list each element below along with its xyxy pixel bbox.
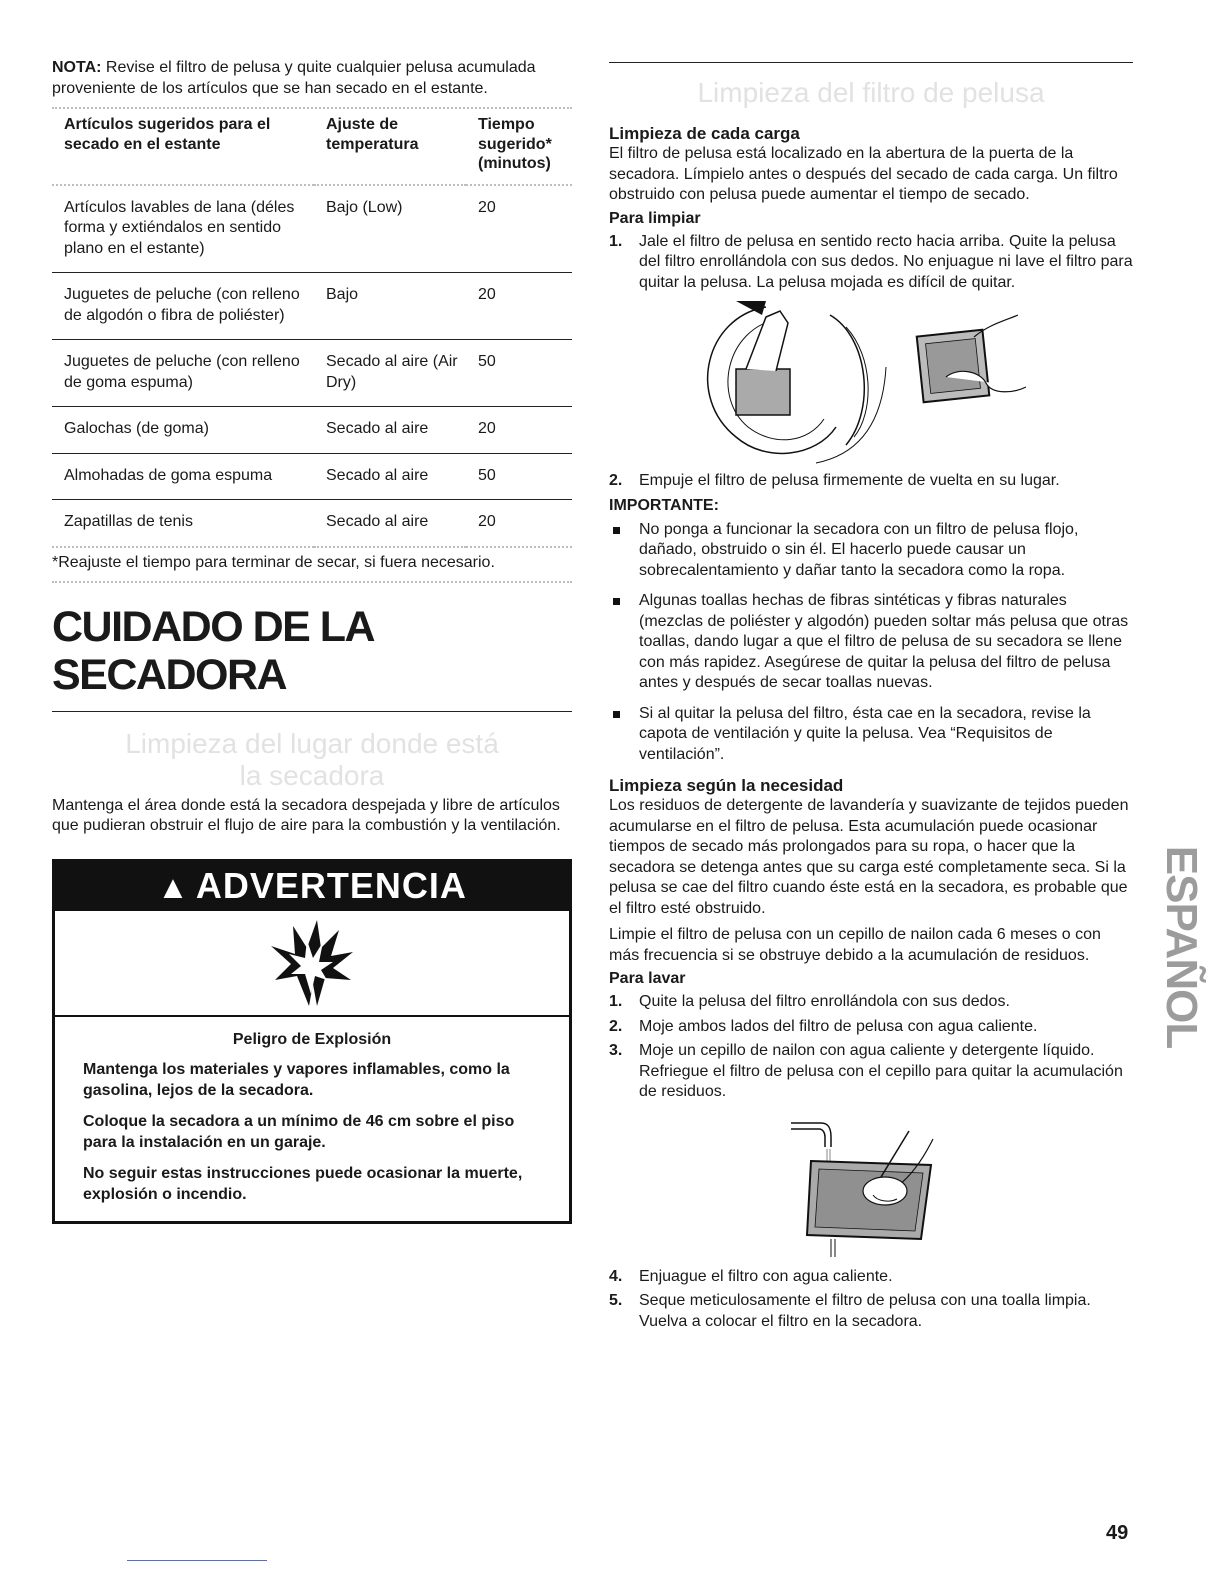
list-item bbox=[609, 591, 1133, 694]
table-cell-time: 20 bbox=[466, 185, 572, 273]
table-cell-item: Juguetes de peluche (con relleno de algodón o fibra de poliéster) bbox=[52, 273, 314, 340]
brush-filter-illustration bbox=[781, 1111, 961, 1261]
list-item bbox=[609, 232, 1133, 294]
explosion-hazard-icon bbox=[55, 911, 569, 1017]
table-cell-time: 20 bbox=[466, 273, 572, 340]
warning-box bbox=[52, 859, 572, 1224]
table-row bbox=[52, 500, 572, 547]
section-title: CUIDADO DE LA SECADORA bbox=[52, 603, 572, 712]
important-bullets bbox=[609, 520, 1133, 766]
bullet-square-icon bbox=[613, 598, 620, 605]
list-item bbox=[609, 1041, 1133, 1103]
nota-label: NOTA: bbox=[52, 59, 102, 76]
table-cell-temperature: Secado al aire bbox=[314, 500, 466, 547]
table-cell-temperature: Bajo (Low) bbox=[314, 185, 466, 273]
warning-signal-word: ADVERTENCIA bbox=[195, 864, 467, 906]
warning-signal-bar bbox=[55, 862, 569, 911]
column-header-items: Artículos sugeridos para el secado en el estante bbox=[52, 115, 314, 185]
as-needed-paragraph-2: Limpie el filtro de pelusa con un cepillo de nailon cada 6 meses o con más frecuencia si se obstruye debido a la acumulación de residuos. bbox=[609, 926, 1101, 964]
divider bbox=[609, 62, 1133, 63]
as-needed-title: Limpieza según la necesidad bbox=[609, 776, 844, 795]
as-needed-paragraph-1: Los residuos de detergente de lavandería y suavizante de tejidos pueden acumularse en el filtro de pelusa. Esta acumulación puede ocasionar tiempos de secado más prolongados para su ropa, o hacer que la secadora se detenga antes que su carga esté completamente seca. Si la pelusa se cae del filtro cuando éste está en la secadora, es probable que el filtro esté obstruido. bbox=[609, 797, 1129, 917]
table-row bbox=[52, 407, 572, 454]
table-cell-item: Artículos lavables de lana (déles forma y extiéndalos en sentido plano en el estante) bbox=[52, 185, 314, 273]
rack-drying-table bbox=[52, 115, 572, 548]
divider bbox=[52, 581, 572, 583]
column-header-time: Tiempo sugerido* (minutos) bbox=[466, 115, 572, 185]
table-cell-time: 20 bbox=[466, 407, 572, 454]
step-text: Seque meticulosamente el filtro de pelusa con una toalla limpia. Vuelva a colocar el filtro en la secadora. bbox=[639, 1292, 1091, 1330]
list-item bbox=[609, 992, 1133, 1013]
table-cell-temperature: Secado al aire bbox=[314, 453, 466, 500]
step-text: Quite la pelusa del filtro enrollándola con sus dedos. bbox=[639, 993, 1010, 1010]
list-item bbox=[609, 1267, 1133, 1288]
every-load-paragraph: El filtro de pelusa está localizado en la abertura de la puerta de la secadora. Límpielo antes o después del secado de cada carga. Un filtro obstruido con pelusa puede aumentar el tiempo de secado. bbox=[609, 145, 1118, 203]
table-row bbox=[52, 453, 572, 500]
step-text: Empuje el filtro de pelusa firmemente de vuelta en su lugar. bbox=[639, 472, 1060, 489]
page-number: 49 bbox=[1106, 1522, 1129, 1544]
hazard-title: Peligro de Explosión bbox=[232, 1030, 392, 1048]
warning-triangle-icon: ▲ bbox=[157, 868, 190, 905]
list-item bbox=[609, 704, 1133, 766]
warning-line: No seguir estas instrucciones puede ocasionar la muerte, explosión o incendio. bbox=[83, 1164, 523, 1203]
table-cell-time: 50 bbox=[466, 340, 572, 407]
step-number: 1. bbox=[609, 993, 623, 1010]
filter-washing-illustration bbox=[609, 1111, 1133, 1261]
lint-filter-removal-illustration bbox=[609, 297, 1133, 465]
important-label: IMPORTANTE: bbox=[609, 496, 719, 514]
step-number: 1. bbox=[609, 232, 623, 250]
location-heading-line2: la secadora bbox=[239, 759, 385, 791]
warning-line: Mantenga los materiales y vapores inflamables, como la gasolina, lejos de la secadora. bbox=[83, 1060, 510, 1099]
table-cell-item: Zapatillas de tenis bbox=[52, 500, 314, 547]
footer-rule bbox=[127, 1560, 267, 1561]
bullet-square-icon bbox=[613, 527, 620, 534]
table-row bbox=[52, 185, 572, 273]
location-paragraph: Mantenga el área donde está la secadora despejada y libre de artículos que pudieran obstruir el flujo de aire para la combustión y la ventilación. bbox=[52, 796, 561, 834]
every-load-title: Limpieza de cada carga bbox=[609, 124, 800, 143]
table-cell-item: Almohadas de goma espuma bbox=[52, 453, 314, 500]
bullet-square-icon bbox=[613, 711, 620, 718]
warning-line: Coloque la secadora a un mínimo de 46 cm sobre el piso para la instalación en un garaje. bbox=[83, 1112, 515, 1151]
step-number: 5. bbox=[609, 1292, 623, 1309]
nota-paragraph bbox=[52, 58, 572, 99]
clean-subtitle: Para limpiar bbox=[609, 209, 701, 227]
list-item bbox=[609, 520, 1133, 582]
step-number: 2. bbox=[609, 1017, 623, 1035]
lint-filter-illustration bbox=[696, 297, 1046, 465]
bullet-text: Si al quitar la pelusa del filtro, ésta cae en la secadora, revise la capota de ventilación y quite la pelusa. Vea “Requisitos de ventilación”. bbox=[639, 704, 1091, 763]
wash-steps-continued bbox=[609, 1267, 1133, 1333]
warning-text-block bbox=[55, 1017, 569, 1221]
explosion-icon bbox=[267, 918, 357, 1008]
clean-steps-continued bbox=[609, 471, 1133, 492]
table-row bbox=[52, 273, 572, 340]
table-cell-temperature: Secado al aire bbox=[314, 407, 466, 454]
language-side-tab bbox=[1154, 816, 1208, 1078]
wash-steps bbox=[609, 992, 1133, 1103]
step-text: Moje un cepillo de nailon con agua caliente y detergente líquido. Refriegue el filtro de pelusa con el cepillo para quitar la acumulación de residuos. bbox=[639, 1042, 1123, 1100]
step-number: 3. bbox=[609, 1042, 623, 1059]
list-item bbox=[609, 1017, 1133, 1038]
right-column bbox=[609, 58, 1133, 1336]
table-cell-item: Juguetes de peluche (con relleno de goma espuma) bbox=[52, 340, 314, 407]
clean-steps bbox=[609, 232, 1133, 294]
table-cell-time: 20 bbox=[466, 500, 572, 547]
nota-text: Revise el filtro de pelusa y quite cualquier pelusa acumulada proveniente de los artículos que se han secado en el estante. bbox=[52, 59, 536, 97]
table-header-row bbox=[52, 115, 572, 185]
bullet-text: No ponga a funcionar la secadora con un filtro de pelusa flojo, dañado, obstruido o sin él. El hacerlo puede causar un sobrecalentamiento y dañar tanto la secadora como la ropa. bbox=[639, 520, 1079, 579]
step-text: Jale el filtro de pelusa en sentido recto hacia arriba. Quite la pelusa del filtro enrollándola con sus dedos. No enjuague ni lave el filtro para quitar la pelusa. La pelusa mojada es difícil de quitar. bbox=[639, 232, 1133, 291]
left-column bbox=[52, 58, 572, 1224]
step-text: Enjuague el filtro con agua caliente. bbox=[639, 1267, 893, 1285]
table-row bbox=[52, 340, 572, 407]
list-item bbox=[609, 1291, 1133, 1332]
list-item bbox=[609, 471, 1133, 492]
step-number: 4. bbox=[609, 1267, 623, 1285]
table-cell-item: Galochas (de goma) bbox=[52, 407, 314, 454]
table-footnote: *Reajuste el tiempo para terminar de secar, si fuera necesario. bbox=[52, 553, 495, 571]
table-cell-temperature: Secado al aire (Air Dry) bbox=[314, 340, 466, 407]
wash-subtitle: Para lavar bbox=[609, 970, 686, 987]
divider bbox=[52, 107, 572, 109]
step-text: Moje ambos lados del filtro de pelusa con agua caliente. bbox=[639, 1017, 1038, 1035]
language-label: ESPAÑOL bbox=[1157, 845, 1206, 1049]
bullet-text: Algunas toallas hechas de fibras sintéticas y fibras naturales (mezclas de poliéster y algodón) pueden soltar más pelusa que otras toallas, dando lugar a que el filtro de pelusa de su secadora se llene con más rapidez. Asegúrese de quitar la pelusa del filtro de pelusa antes y después de secar toallas nuevas. bbox=[639, 592, 1129, 691]
location-heading bbox=[52, 728, 572, 792]
table-cell-time: 50 bbox=[466, 453, 572, 500]
step-number: 2. bbox=[609, 472, 623, 489]
lint-filter-heading: Limpieza del filtro de pelusa bbox=[697, 77, 1045, 108]
location-heading-line1: Limpieza del lugar donde está bbox=[125, 727, 499, 759]
table-cell-temperature: Bajo bbox=[314, 273, 466, 340]
column-header-temperature: Ajuste de temperatura bbox=[314, 115, 466, 185]
